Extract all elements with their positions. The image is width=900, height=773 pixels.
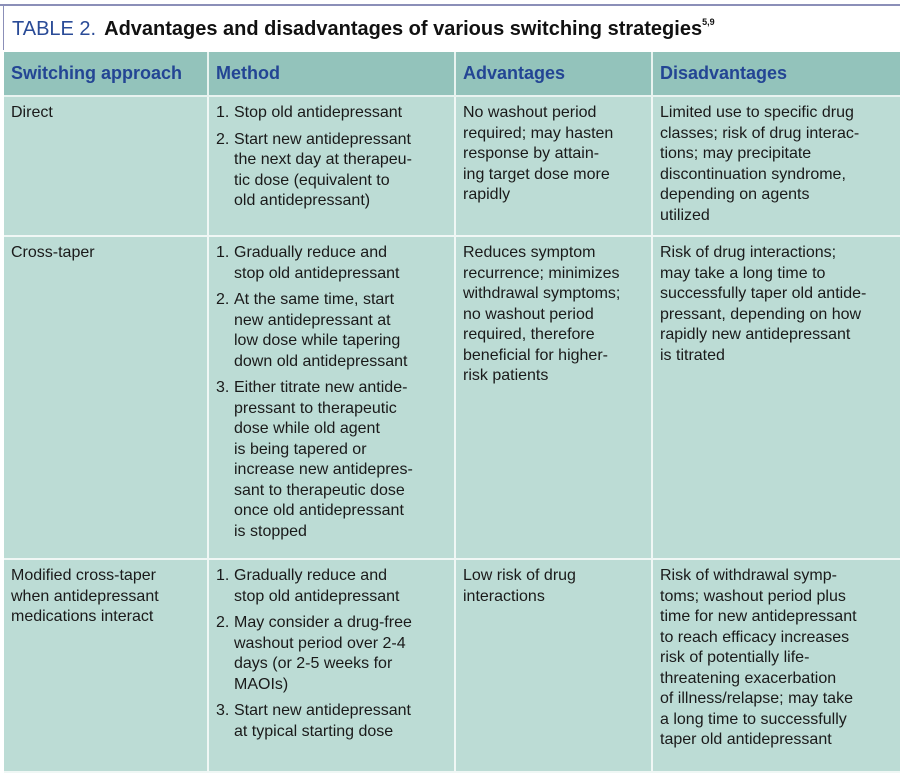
- text-line: may take a long time to: [660, 264, 826, 282]
- text-line: time for new antidepressant: [660, 608, 857, 625]
- text-line: required, therefore: [463, 326, 595, 343]
- text-line: toms; washout period plus: [660, 587, 846, 605]
- advantages-cell: [455, 559, 652, 772]
- text-line: utilized: [660, 206, 710, 224]
- text-line: Stop old antidepressant: [234, 104, 403, 121]
- step-text: [234, 103, 402, 124]
- text-line: old antidepressant): [234, 192, 371, 209]
- table-row: [4, 559, 900, 772]
- step-text: [234, 378, 413, 542]
- advantages-cell: [455, 236, 652, 559]
- text-line: medications interact: [11, 608, 154, 625]
- text-line: taper old antidepressant: [660, 731, 832, 748]
- text-line: classes; risk of drug interac-: [660, 124, 860, 142]
- left-rule: [3, 5, 4, 50]
- text-line: Start new antidepressant: [234, 702, 411, 719]
- text-line: Start new antidepressant: [234, 130, 411, 148]
- text-line: beneficial for higher-: [463, 346, 608, 364]
- text-line: rapidly: [463, 186, 511, 203]
- step-number: 1.: [216, 567, 230, 584]
- step-text: [234, 613, 412, 695]
- text-line: the next day at therapeu-: [234, 151, 412, 168]
- method-step: [216, 378, 450, 542]
- text-line: at typical starting dose: [234, 722, 394, 740]
- step-number: 1.: [216, 104, 230, 121]
- text-line: increase new antidepres-: [234, 461, 413, 478]
- table-row: [4, 96, 900, 236]
- text-line: stop old antidepressant: [234, 264, 400, 282]
- text-line: interactions: [463, 587, 545, 605]
- step-text: [234, 701, 411, 742]
- text-line: depending on agents: [660, 186, 810, 203]
- step-text: [234, 243, 399, 284]
- text-line: is being tapered or: [234, 440, 367, 458]
- text-line: once old antidepressant: [234, 502, 404, 519]
- text-line: rapidly new antidepressant: [660, 326, 851, 343]
- method-step: [216, 243, 450, 284]
- text-line: May consider a drug-free: [234, 614, 412, 631]
- text-line: tic dose (equivalent to: [234, 171, 390, 189]
- switching-strategies-table: [4, 52, 900, 773]
- text-line: risk of potentially life-: [660, 649, 810, 666]
- text-line: a long time to successfully: [660, 710, 847, 728]
- text-line: Gradually reduce and: [234, 244, 387, 261]
- table-row: [4, 236, 900, 559]
- text-line: Modified cross-taper: [11, 567, 156, 584]
- text-line: At the same time, start: [234, 291, 395, 308]
- text-line: Either titrate new antide-: [234, 379, 408, 396]
- text-line: risk patients: [463, 367, 549, 384]
- step-number: 3.: [216, 702, 230, 719]
- step-number: 1.: [216, 244, 230, 261]
- text-line: when antidepressant: [11, 587, 159, 605]
- text-line: down old antidepressant: [234, 352, 408, 370]
- text-line: low dose while tapering: [234, 332, 401, 349]
- text-line: ing target dose more: [463, 165, 610, 183]
- method-step: [216, 290, 450, 372]
- text-line: tions; may precipitate: [660, 145, 812, 162]
- table-title: [12, 17, 715, 41]
- text-line: Limited use to specific drug: [660, 104, 854, 121]
- text-line: of illness/relapse; may take: [660, 690, 853, 707]
- step-text: [234, 290, 407, 372]
- table-label: TABLE 2.: [12, 18, 97, 40]
- text-line: to reach efficacy increases: [660, 628, 850, 646]
- header-disadvantages: Disadvantages: [652, 52, 900, 96]
- text-line: Reduces symptom: [463, 244, 596, 261]
- text-line: no washout period: [463, 305, 594, 323]
- text-line: dose while old agent: [234, 420, 380, 437]
- method-step: [216, 566, 450, 607]
- step-number: 2.: [216, 291, 230, 308]
- header-row: [4, 52, 900, 96]
- text-line: No washout period: [463, 104, 597, 121]
- text-line: Gradually reduce and: [234, 567, 387, 584]
- references: 5,9: [702, 17, 715, 27]
- step-number: 2.: [216, 614, 230, 631]
- method-step: [216, 613, 450, 695]
- header-approach: Switching approach: [4, 52, 208, 96]
- method-step: [216, 701, 450, 742]
- disadvantages-cell: [652, 96, 900, 236]
- text-line: new antidepressant at: [234, 311, 391, 329]
- method-step: [216, 103, 450, 124]
- text-line: successfully taper old antide-: [660, 285, 867, 302]
- text-line: required; may hasten: [463, 124, 614, 142]
- disadvantages-cell: [652, 559, 900, 772]
- approach-cell: [4, 559, 208, 772]
- method-cell: [208, 236, 455, 559]
- top-rule: [0, 4, 900, 6]
- disadvantages-cell: [652, 236, 900, 559]
- text-line: Cross-taper: [11, 244, 95, 261]
- text-line: threatening exacerbation: [660, 669, 837, 687]
- text-line: is stopped: [234, 522, 307, 540]
- approach-cell: [4, 236, 208, 559]
- text-line: sant to therapeutic dose: [234, 481, 405, 499]
- step-text: [234, 566, 399, 607]
- text-line: withdrawal symptoms;: [463, 285, 621, 302]
- text-line: recurrence; minimizes: [463, 264, 620, 282]
- approach-cell: [4, 96, 208, 236]
- step-number: 2.: [216, 130, 230, 148]
- text-line: stop old antidepressant: [234, 587, 400, 605]
- text-line: pressant to therapeutic: [234, 399, 397, 417]
- header-advantages: Advantages: [455, 52, 652, 96]
- step-text: [234, 130, 412, 212]
- text-line: days (or 2-5 weeks for: [234, 655, 393, 672]
- header-method: Method: [208, 52, 455, 96]
- text-line: response by attain-: [463, 145, 600, 162]
- text-line: Risk of withdrawal symp-: [660, 567, 837, 584]
- method-step: [216, 130, 450, 212]
- text-line: MAOIs): [234, 675, 289, 693]
- text-line: is titrated: [660, 346, 725, 364]
- advantages-cell: [455, 96, 652, 236]
- text-line: Direct: [11, 104, 53, 121]
- step-number: 3.: [216, 379, 230, 396]
- text-line: washout period over 2-4: [234, 634, 406, 652]
- text-line: Risk of drug interactions;: [660, 244, 837, 261]
- text-line: discontinuation syndrome,: [660, 165, 846, 183]
- table-caption: Advantages and disadvantages of various switching strategies: [104, 18, 703, 40]
- text-line: pressant, depending on how: [660, 305, 862, 323]
- method-cell: [208, 96, 455, 236]
- method-cell: [208, 559, 455, 772]
- text-line: Low risk of drug: [463, 567, 576, 584]
